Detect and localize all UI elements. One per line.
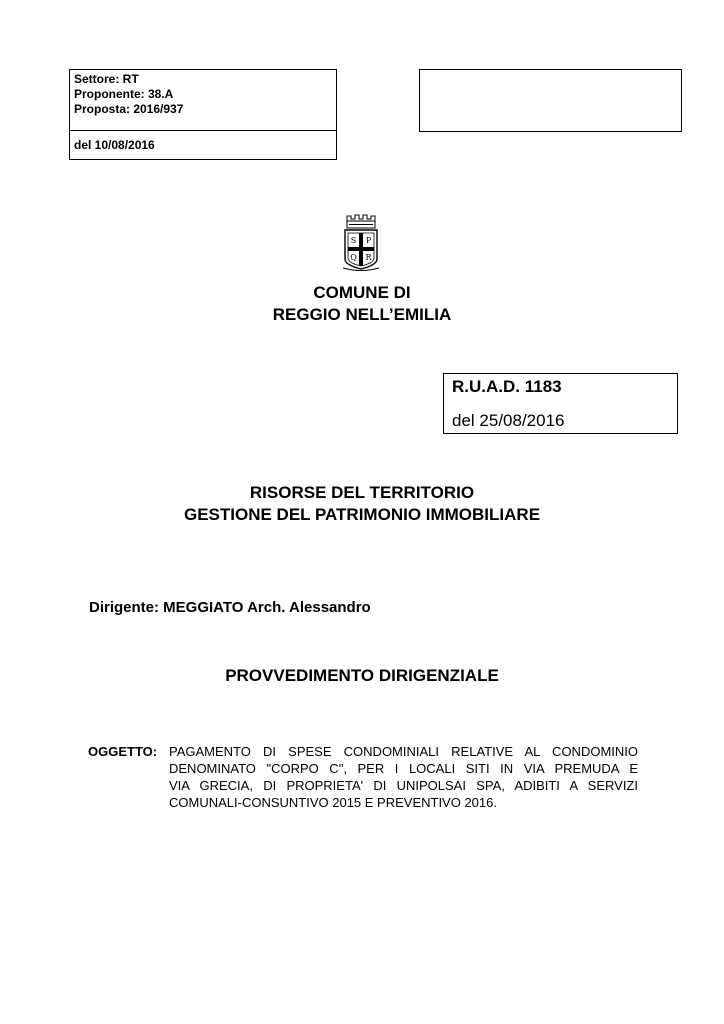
document-type-title: PROVVEDIMENTO DIRIGENZIALE [225, 666, 499, 685]
oggetto-line-1: PAGAMENTO DI SPESE CONDOMINIALI RELATIVE AL CONDOMINIO [169, 744, 638, 759]
comune-title-line1: COMUNE DI [313, 283, 411, 302]
proposal-info-top [70, 70, 336, 131]
oggetto-text [169, 743, 638, 811]
ruad-number: R.U.A.D. 1183 [452, 377, 562, 396]
oggetto-line-2: DENOMINATO "CORPO C", PER I LOCALI SITI IN VIA PREMUDA E [169, 761, 638, 776]
sector-title-line1: RISORSE DEL TERRITORIO [249, 483, 475, 502]
dirigente-line: Dirigente: MEGGIATO Arch. Alessandro [89, 599, 371, 616]
municipal-crest-icon [337, 213, 385, 273]
ruad-date: del 25/08/2016 [452, 411, 565, 430]
ruad-box [443, 373, 678, 434]
proposal-date-line: del 10/08/2016 [74, 138, 155, 152]
comune-title-line2: REGGIO NELL’EMILIA [272, 305, 452, 324]
proposta-line: Proposta: 2016/937 [74, 102, 184, 116]
oggetto-line-3: VIA GRECIA, DI PROPRIETA' DI UNIPOLSAI SPA, ADIBITI A SERVIZI [169, 778, 638, 793]
oggetto-line-4: COMUNALI-CONSUNTIVO 2015 E PREVENTIVO 2016. [169, 795, 497, 810]
sector-title-line2: GESTIONE DEL PATRIMONIO IMMOBILIARE [183, 505, 541, 524]
crest-letter-s: S [350, 236, 357, 245]
proposal-info-box [69, 69, 337, 160]
crest-letter-p: P [365, 236, 372, 245]
settore-line: Settore: RT [74, 72, 139, 86]
crest-letter-q: Q [350, 253, 357, 262]
comune-title [0, 282, 724, 326]
empty-stamp-box [419, 69, 682, 132]
proponente-line: Proponente: 38.A [74, 87, 174, 101]
sector-title [0, 482, 724, 526]
crest-letter-r: R [365, 253, 372, 262]
oggetto-label: OGGETTO: [88, 744, 158, 759]
